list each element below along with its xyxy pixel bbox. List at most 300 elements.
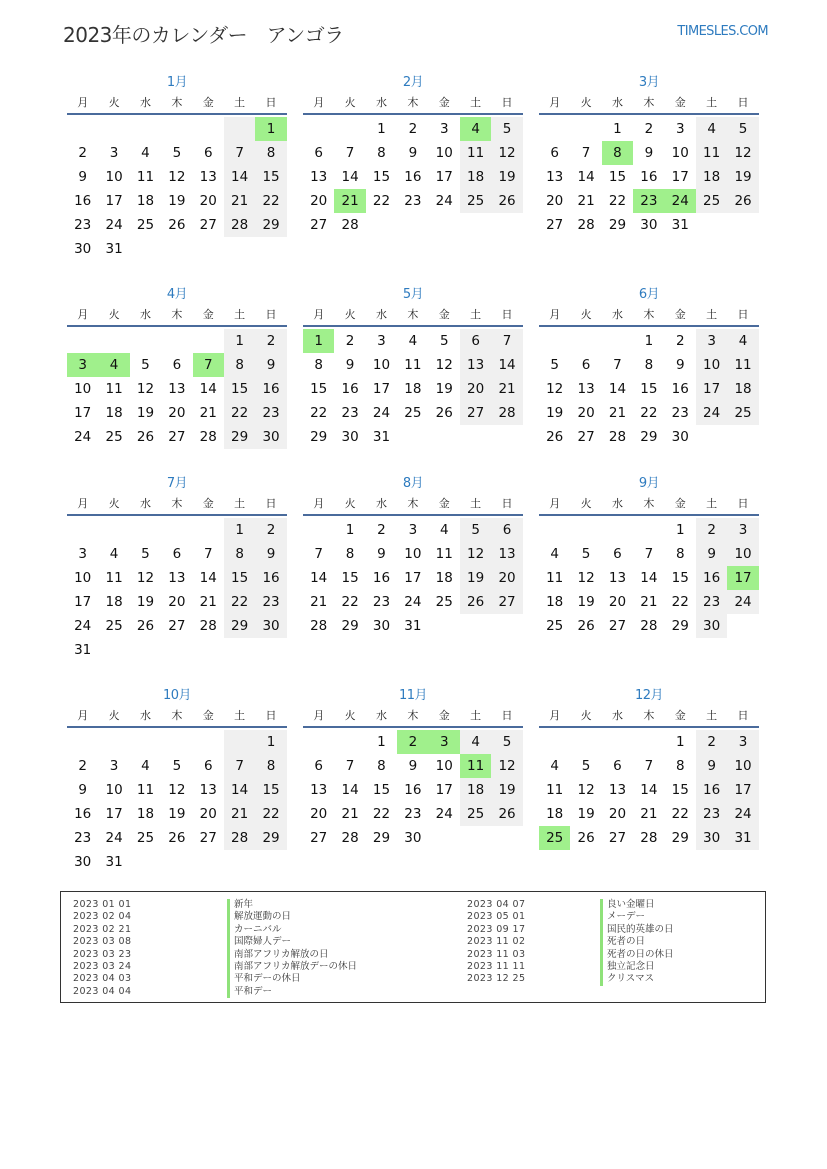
day-cell: 19 [168,806,186,822]
empty-day-cell [130,518,161,542]
day-cell: 28 [224,826,255,850]
day-cell: 2 [675,333,685,349]
weekday-label: 木 [407,308,419,321]
holiday-name: 独立記念日 [600,961,674,973]
weekday-label: 水 [375,497,387,510]
weekday-label: 日 [501,709,513,722]
day-cell: 6 [172,546,182,562]
empty-day-cell [633,730,664,754]
day-cell: 6 [172,357,182,373]
weekday-header [539,706,759,728]
month-name: 12月 [634,688,664,703]
day-cell: 27 [460,401,491,425]
day-cell: 13 [608,570,627,586]
day-cell: 18 [546,594,564,610]
day-cell: 5 [491,117,522,141]
day-cell: 22 [255,802,286,826]
weekday-label: 水 [139,709,151,722]
day-cell: 15 [224,566,255,590]
day-cell: 26 [577,830,595,846]
weekday-label: 火 [108,96,120,109]
day-cell: 30 [640,217,658,233]
holiday-day-cell: 7 [193,353,224,377]
day-cell: 7 [314,546,323,562]
day-cell: 17 [372,381,391,397]
weekday-label: 土 [234,497,246,510]
empty-day-cell [161,518,192,542]
day-cell: 25 [696,189,727,213]
day-cell: 23 [255,590,286,614]
day-cell: 30 [404,830,422,846]
day-cell: 8 [255,754,286,778]
weekday-header [67,93,287,115]
day-cell: 24 [696,401,727,425]
empty-day-cell [193,117,224,141]
day-cell: 7 [224,754,255,778]
month-block [539,474,759,638]
empty-day-cell [539,117,570,141]
day-cell: 2 [696,518,727,542]
weekday-label: 金 [674,709,686,722]
holiday-name: 国際婦人デー [227,936,357,948]
day-cell: 22 [224,401,255,425]
day-cell: 4 [408,333,418,349]
page-title: 2023年のカレンダー アンゴラ [63,23,344,47]
holiday-day-cell: 1 [303,329,334,353]
day-cell: 31 [671,217,689,233]
day-cell: 13 [199,782,217,798]
day-cell: 30 [74,854,92,870]
day-grid [303,518,523,638]
weekday-label: 日 [265,96,277,109]
weekday-label: 水 [139,308,151,321]
empty-day-cell [98,117,129,141]
day-cell: 23 [74,217,92,233]
day-cell: 18 [696,165,727,189]
day-cell: 2 [644,121,654,137]
empty-day-cell [303,730,334,754]
day-cell: 1 [377,734,386,750]
day-cell: 27 [168,429,186,445]
holiday-name: 新年 [227,899,357,911]
day-cell: 19 [136,405,155,421]
day-cell: 5 [172,758,182,774]
day-cell: 20 [608,594,627,610]
empty-day-cell [224,117,255,141]
empty-day-cell [130,730,161,754]
day-cell: 12 [577,782,595,798]
day-cell: 1 [675,522,685,538]
day-cell: 30 [255,614,286,638]
weekday-label: 木 [643,96,655,109]
holiday-name: メーデー [600,911,674,923]
weekday-label: 金 [438,497,450,510]
day-grid [303,329,523,449]
empty-day-cell [161,117,192,141]
day-cell: 5 [141,546,150,562]
holiday-date: 2023 09 17 [467,923,526,935]
day-cell: 13 [199,169,217,185]
day-cell: 29 [310,429,328,445]
holiday-day-cell: 24 [665,189,696,213]
day-cell: 16 [404,169,422,185]
day-cell: 27 [199,830,217,846]
day-cell: 30 [255,425,286,449]
day-cell: 9 [377,546,386,562]
day-cell: 11 [460,141,491,165]
day-cell: 27 [199,217,217,233]
day-cell: 21 [199,405,217,421]
day-cell: 15 [224,377,255,401]
weekday-label: 火 [344,497,356,510]
weekday-label: 月 [549,96,561,109]
day-cell: 26 [546,429,564,445]
day-cell: 7 [613,357,622,373]
empty-day-cell [67,730,98,754]
day-cell: 13 [168,381,186,397]
day-cell: 25 [105,429,123,445]
day-cell: 10 [105,169,123,185]
day-cell: 23 [341,405,359,421]
day-cell: 19 [491,165,522,189]
weekday-label: 水 [611,497,623,510]
day-cell: 6 [203,145,213,161]
day-grid [67,329,287,449]
day-cell: 12 [435,357,453,373]
day-cell: 21 [640,806,658,822]
day-grid [303,117,523,237]
day-cell: 7 [491,329,522,353]
day-cell: 11 [105,381,123,397]
day-cell: 9 [675,357,685,373]
day-cell: 10 [435,758,453,774]
day-cell: 6 [550,145,559,161]
weekday-label: 日 [501,96,513,109]
day-cell: 28 [341,830,359,846]
day-cell: 30 [372,618,391,634]
month-name: 7月 [166,476,188,491]
day-cell: 22 [671,806,689,822]
weekday-label: 水 [139,96,151,109]
day-cell: 23 [696,590,727,614]
day-cell: 26 [435,405,453,421]
day-cell: 26 [727,189,758,213]
day-cell: 23 [696,802,727,826]
day-cell: 8 [224,542,255,566]
weekday-label: 日 [265,497,277,510]
day-cell: 3 [727,730,758,754]
holiday-day-cell: 23 [633,189,664,213]
day-cell: 8 [345,546,355,562]
day-cell: 13 [168,570,186,586]
holiday-name: 国民的英雄の日 [600,924,674,936]
day-cell: 20 [168,405,186,421]
day-cell: 1 [644,333,654,349]
day-cell: 10 [671,145,689,161]
day-cell: 9 [255,353,286,377]
day-cell: 23 [671,405,689,421]
day-cell: 29 [341,618,359,634]
holiday-day-cell: 2 [397,730,428,754]
holiday-name: 死者の日の休日 [600,949,674,961]
holiday-date: 2023 01 01 [73,899,132,910]
day-grid [303,730,523,850]
month-name: 5月 [402,287,424,302]
day-cell: 9 [644,145,654,161]
day-cell: 13 [491,542,522,566]
day-cell: 5 [460,518,491,542]
month-name: 3月 [638,75,660,90]
day-cell: 14 [310,570,328,586]
day-cell: 6 [613,758,622,774]
weekday-label: 火 [344,96,356,109]
empty-day-cell [570,518,601,542]
day-cell: 3 [696,329,727,353]
weekday-label: 日 [737,308,749,321]
day-cell: 3 [727,518,758,542]
day-grid [67,518,287,662]
day-cell: 10 [727,754,758,778]
day-cell: 8 [377,145,386,161]
day-cell: 28 [310,618,328,634]
day-cell: 13 [310,782,328,798]
weekday-label: 金 [674,497,686,510]
day-cell: 22 [372,806,391,822]
day-cell: 18 [105,594,123,610]
day-cell: 29 [372,830,391,846]
day-cell: 13 [577,381,595,397]
holiday-date: 2023 03 24 [73,960,132,972]
day-cell: 18 [404,381,422,397]
weekday-header [67,494,287,516]
day-cell: 25 [404,405,422,421]
day-cell: 24 [105,217,123,233]
day-cell: 29 [255,213,286,237]
day-cell: 27 [577,429,595,445]
holiday-name: 平和デー [227,986,357,998]
day-cell: 8 [644,357,654,373]
holiday-date: 2023 04 04 [73,985,132,997]
weekday-label: 金 [202,308,214,321]
day-cell: 23 [372,594,391,610]
holiday-day-cell: 3 [429,730,460,754]
day-cell: 29 [255,826,286,850]
holiday-day-cell: 4 [460,117,491,141]
day-cell: 20 [608,806,627,822]
weekday-label: 月 [313,308,325,321]
day-cell: 2 [345,333,355,349]
empty-day-cell [161,730,192,754]
holiday-date: 2023 02 21 [73,923,132,935]
day-cell: 3 [408,522,418,538]
holiday-legend [60,891,766,1003]
holiday-name: 良い金曜日 [600,899,674,911]
weekday-label: 金 [202,709,214,722]
weekday-label: 日 [501,308,513,321]
day-cell: 5 [727,117,758,141]
weekday-label: 木 [643,497,655,510]
month-name: 11月 [398,688,428,703]
day-cell: 5 [172,145,182,161]
day-cell: 11 [435,546,453,562]
day-cell: 12 [491,754,522,778]
day-cell: 12 [577,570,595,586]
day-cell: 4 [550,758,559,774]
day-cell: 10 [372,357,391,373]
weekday-label: 土 [706,96,718,109]
day-cell: 31 [105,854,123,870]
day-cell: 28 [577,217,595,233]
day-cell: 17 [105,193,123,209]
day-cell: 27 [608,618,627,634]
day-cell: 18 [727,377,758,401]
day-cell: 19 [168,193,186,209]
day-cell: 18 [136,193,155,209]
weekday-label: 月 [313,497,325,510]
holiday-date: 2023 11 03 [467,948,526,960]
holiday-day-cell: 11 [460,754,491,778]
day-cell: 1 [255,730,286,754]
day-cell: 24 [74,618,92,634]
weekday-label: 月 [313,709,325,722]
month-block [539,73,759,237]
weekday-label: 日 [501,497,513,510]
empty-day-cell [539,329,570,353]
holiday-day-cell: 17 [727,566,758,590]
holiday-day-cell: 1 [255,117,286,141]
empty-day-cell [67,518,98,542]
day-cell: 29 [224,425,255,449]
empty-day-cell [193,329,224,353]
day-cell: 25 [460,189,491,213]
day-grid [67,730,287,874]
month-block [67,474,287,662]
weekday-label: 木 [407,709,419,722]
weekday-label: 水 [375,709,387,722]
empty-day-cell [334,730,365,754]
day-cell: 21 [577,193,595,209]
day-cell: 17 [74,594,92,610]
day-cell: 1 [377,121,386,137]
month-name: 6月 [638,287,660,302]
day-cell: 12 [546,381,564,397]
holiday-name: カーニバル [227,924,357,936]
weekday-label: 日 [737,96,749,109]
weekday-label: 水 [611,308,623,321]
day-cell: 30 [74,241,92,257]
day-cell: 5 [581,546,591,562]
day-cell: 29 [224,614,255,638]
day-cell: 30 [671,429,689,445]
holiday-name: 死者の日 [600,936,674,948]
day-cell: 25 [727,401,758,425]
day-cell: 28 [640,830,658,846]
day-cell: 2 [255,518,286,542]
day-cell: 20 [310,806,328,822]
day-cell: 11 [696,141,727,165]
weekday-label: 土 [234,709,246,722]
day-cell: 29 [671,830,689,846]
day-cell: 11 [105,570,123,586]
weekday-label: 火 [108,308,120,321]
day-cell: 11 [727,353,758,377]
holiday-day-cell: 4 [98,353,129,377]
day-cell: 25 [435,594,453,610]
weekday-label: 金 [438,709,450,722]
day-grid [539,117,759,237]
day-cell: 11 [136,169,155,185]
empty-day-cell [570,329,601,353]
day-cell: 9 [255,542,286,566]
day-cell: 4 [460,730,491,754]
day-cell: 21 [199,594,217,610]
day-cell: 4 [141,145,150,161]
holiday-name: 平和デーの休日 [227,973,357,985]
day-cell: 16 [74,806,92,822]
day-cell: 13 [310,169,328,185]
day-cell: 25 [460,802,491,826]
day-cell: 9 [78,169,87,185]
empty-day-cell [570,730,601,754]
day-cell: 9 [78,782,87,798]
empty-day-cell [130,117,161,141]
weekday-label: 水 [375,308,387,321]
day-cell: 16 [640,169,658,185]
day-cell: 2 [377,522,386,538]
month-block [67,285,287,449]
day-cell: 22 [255,189,286,213]
weekday-label: 火 [344,308,356,321]
empty-day-cell [98,730,129,754]
day-cell: 14 [640,570,658,586]
day-cell: 24 [404,594,422,610]
day-cell: 25 [136,217,155,233]
weekday-label: 木 [171,96,183,109]
day-cell: 29 [608,217,627,233]
day-cell: 16 [696,778,727,802]
day-cell: 21 [491,377,522,401]
day-cell: 24 [727,590,758,614]
day-cell: 2 [255,329,286,353]
day-cell: 12 [136,570,155,586]
month-block [539,285,759,449]
weekday-header [303,706,523,728]
holiday-day-cell: 25 [539,826,570,850]
day-cell: 22 [310,405,328,421]
holiday-date: 2023 12 25 [467,973,526,985]
day-cell: 10 [105,782,123,798]
day-cell: 9 [408,758,418,774]
day-cell: 19 [577,806,595,822]
day-cell: 18 [460,165,491,189]
day-cell: 30 [696,826,727,850]
site-logo[interactable]: TIMESLES.COM [677,24,768,39]
empty-day-cell [193,730,224,754]
day-cell: 26 [136,618,155,634]
day-cell: 4 [439,522,449,538]
day-cell: 25 [136,830,155,846]
weekday-label: 日 [265,308,277,321]
day-cell: 12 [136,381,155,397]
weekday-label: 水 [611,709,623,722]
day-cell: 17 [671,169,689,185]
day-cell: 21 [224,802,255,826]
day-cell: 5 [439,333,449,349]
day-cell: 7 [345,758,355,774]
day-cell: 8 [255,141,286,165]
day-cell: 30 [341,429,359,445]
day-cell: 8 [675,546,685,562]
